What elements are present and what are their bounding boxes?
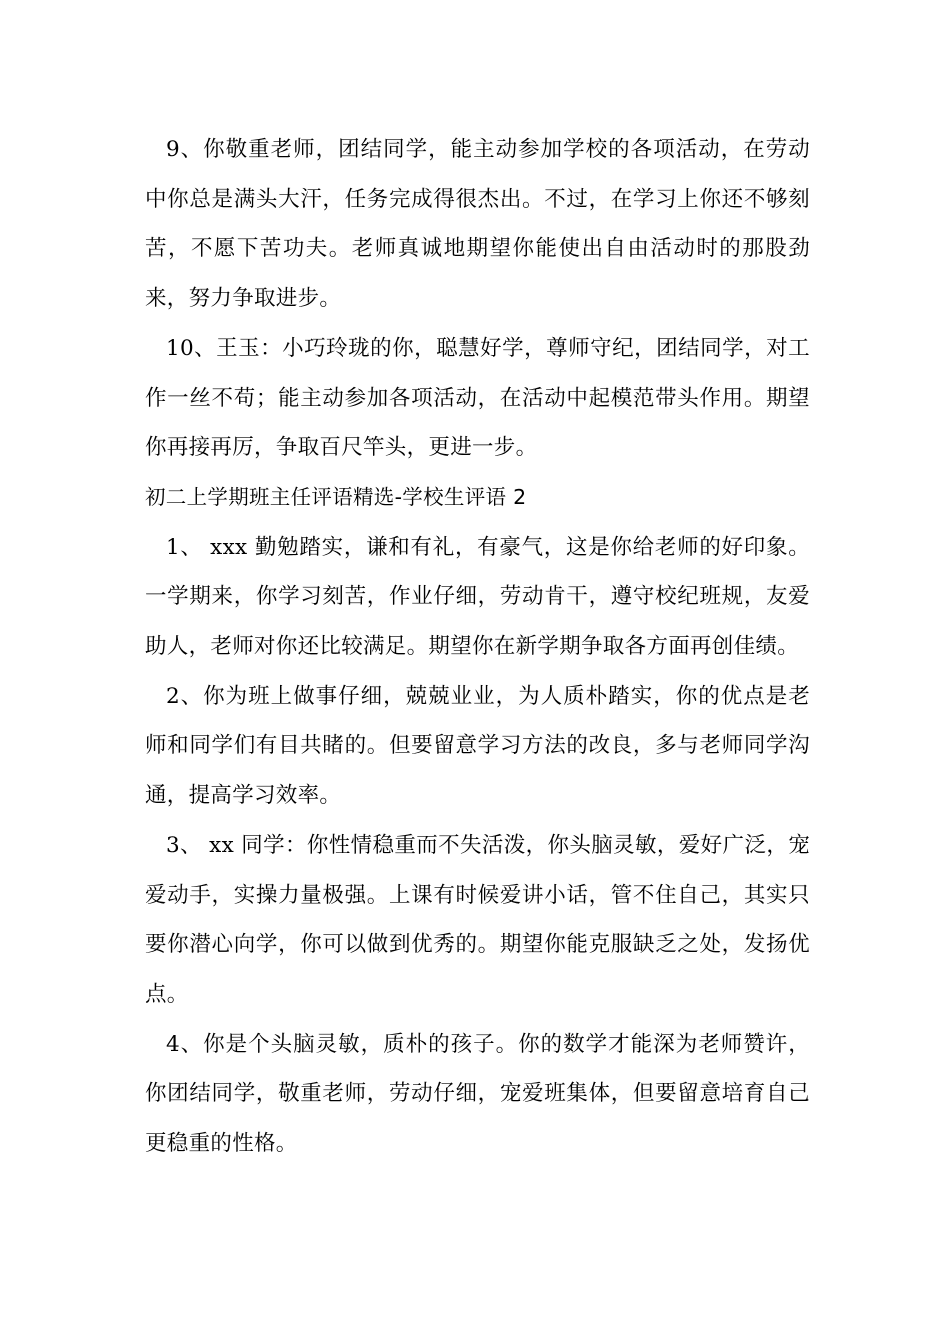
document-body [145, 125, 810, 1169]
comment-paragraph-10: 10、王玉：小巧玲珑的你，聪慧好学，尊师守纪，团结同学，对工作一丝不苟；能主动参加各项活动，在活动中起模范带头作用。期望你再接再厉，争取百尺竿头，更进一步。 [145, 335, 810, 461]
comment-paragraph-s4: 4、你是个头脑灵敏，质朴的孩子。你的数学才能深为老师赞许，你团结同学，敬重老师，劳动仔细，宠爱班集体，但要留意培育自己更稳重的性格。 [145, 1031, 810, 1157]
section-title: 初二上学期班主任评语精选-学校生评语 2 [145, 484, 527, 509]
comment-paragraph-s2: 2、你为班上做事仔细，兢兢业业，为人质朴踏实，你的优点是老师和同学们有目共睹的。但要留意学习方法的改良，多与老师同学沟通，提高学习效率。 [145, 683, 810, 809]
comment-paragraph-s1: 1、 xxx 勤勉踏实，谦和有礼，有豪气，这是你给老师的好印象。一学期来，你学习刻苦，作业仔细，劳动肯干，遵守校纪班规，友爱助人，老师对你还比较满足。期望你在新学期争取各方面再创佳绩。 [145, 534, 810, 660]
comment-paragraph-9: 9、你敬重老师，团结同学，能主动参加学校的各项活动，在劳动中你总是满头大汗，任务完成得很杰出。不过，在学习上你还不够刻苦，不愿下苦功夫。老师真诚地期望你能使出自由活动时的那股劲来，努力争取进步。 [145, 137, 810, 312]
comment-paragraph-s3: 3、 xx 同学：你性情稳重而不失活泼，你头脑灵敏，爱好广泛，宠爱动手，实操力量极强。上课有时候爱讲小话，管不住自己，其实只要你潜心向学，你可以做到优秀的。期望你能克服缺乏之处，发扬优点。 [145, 832, 810, 1007]
